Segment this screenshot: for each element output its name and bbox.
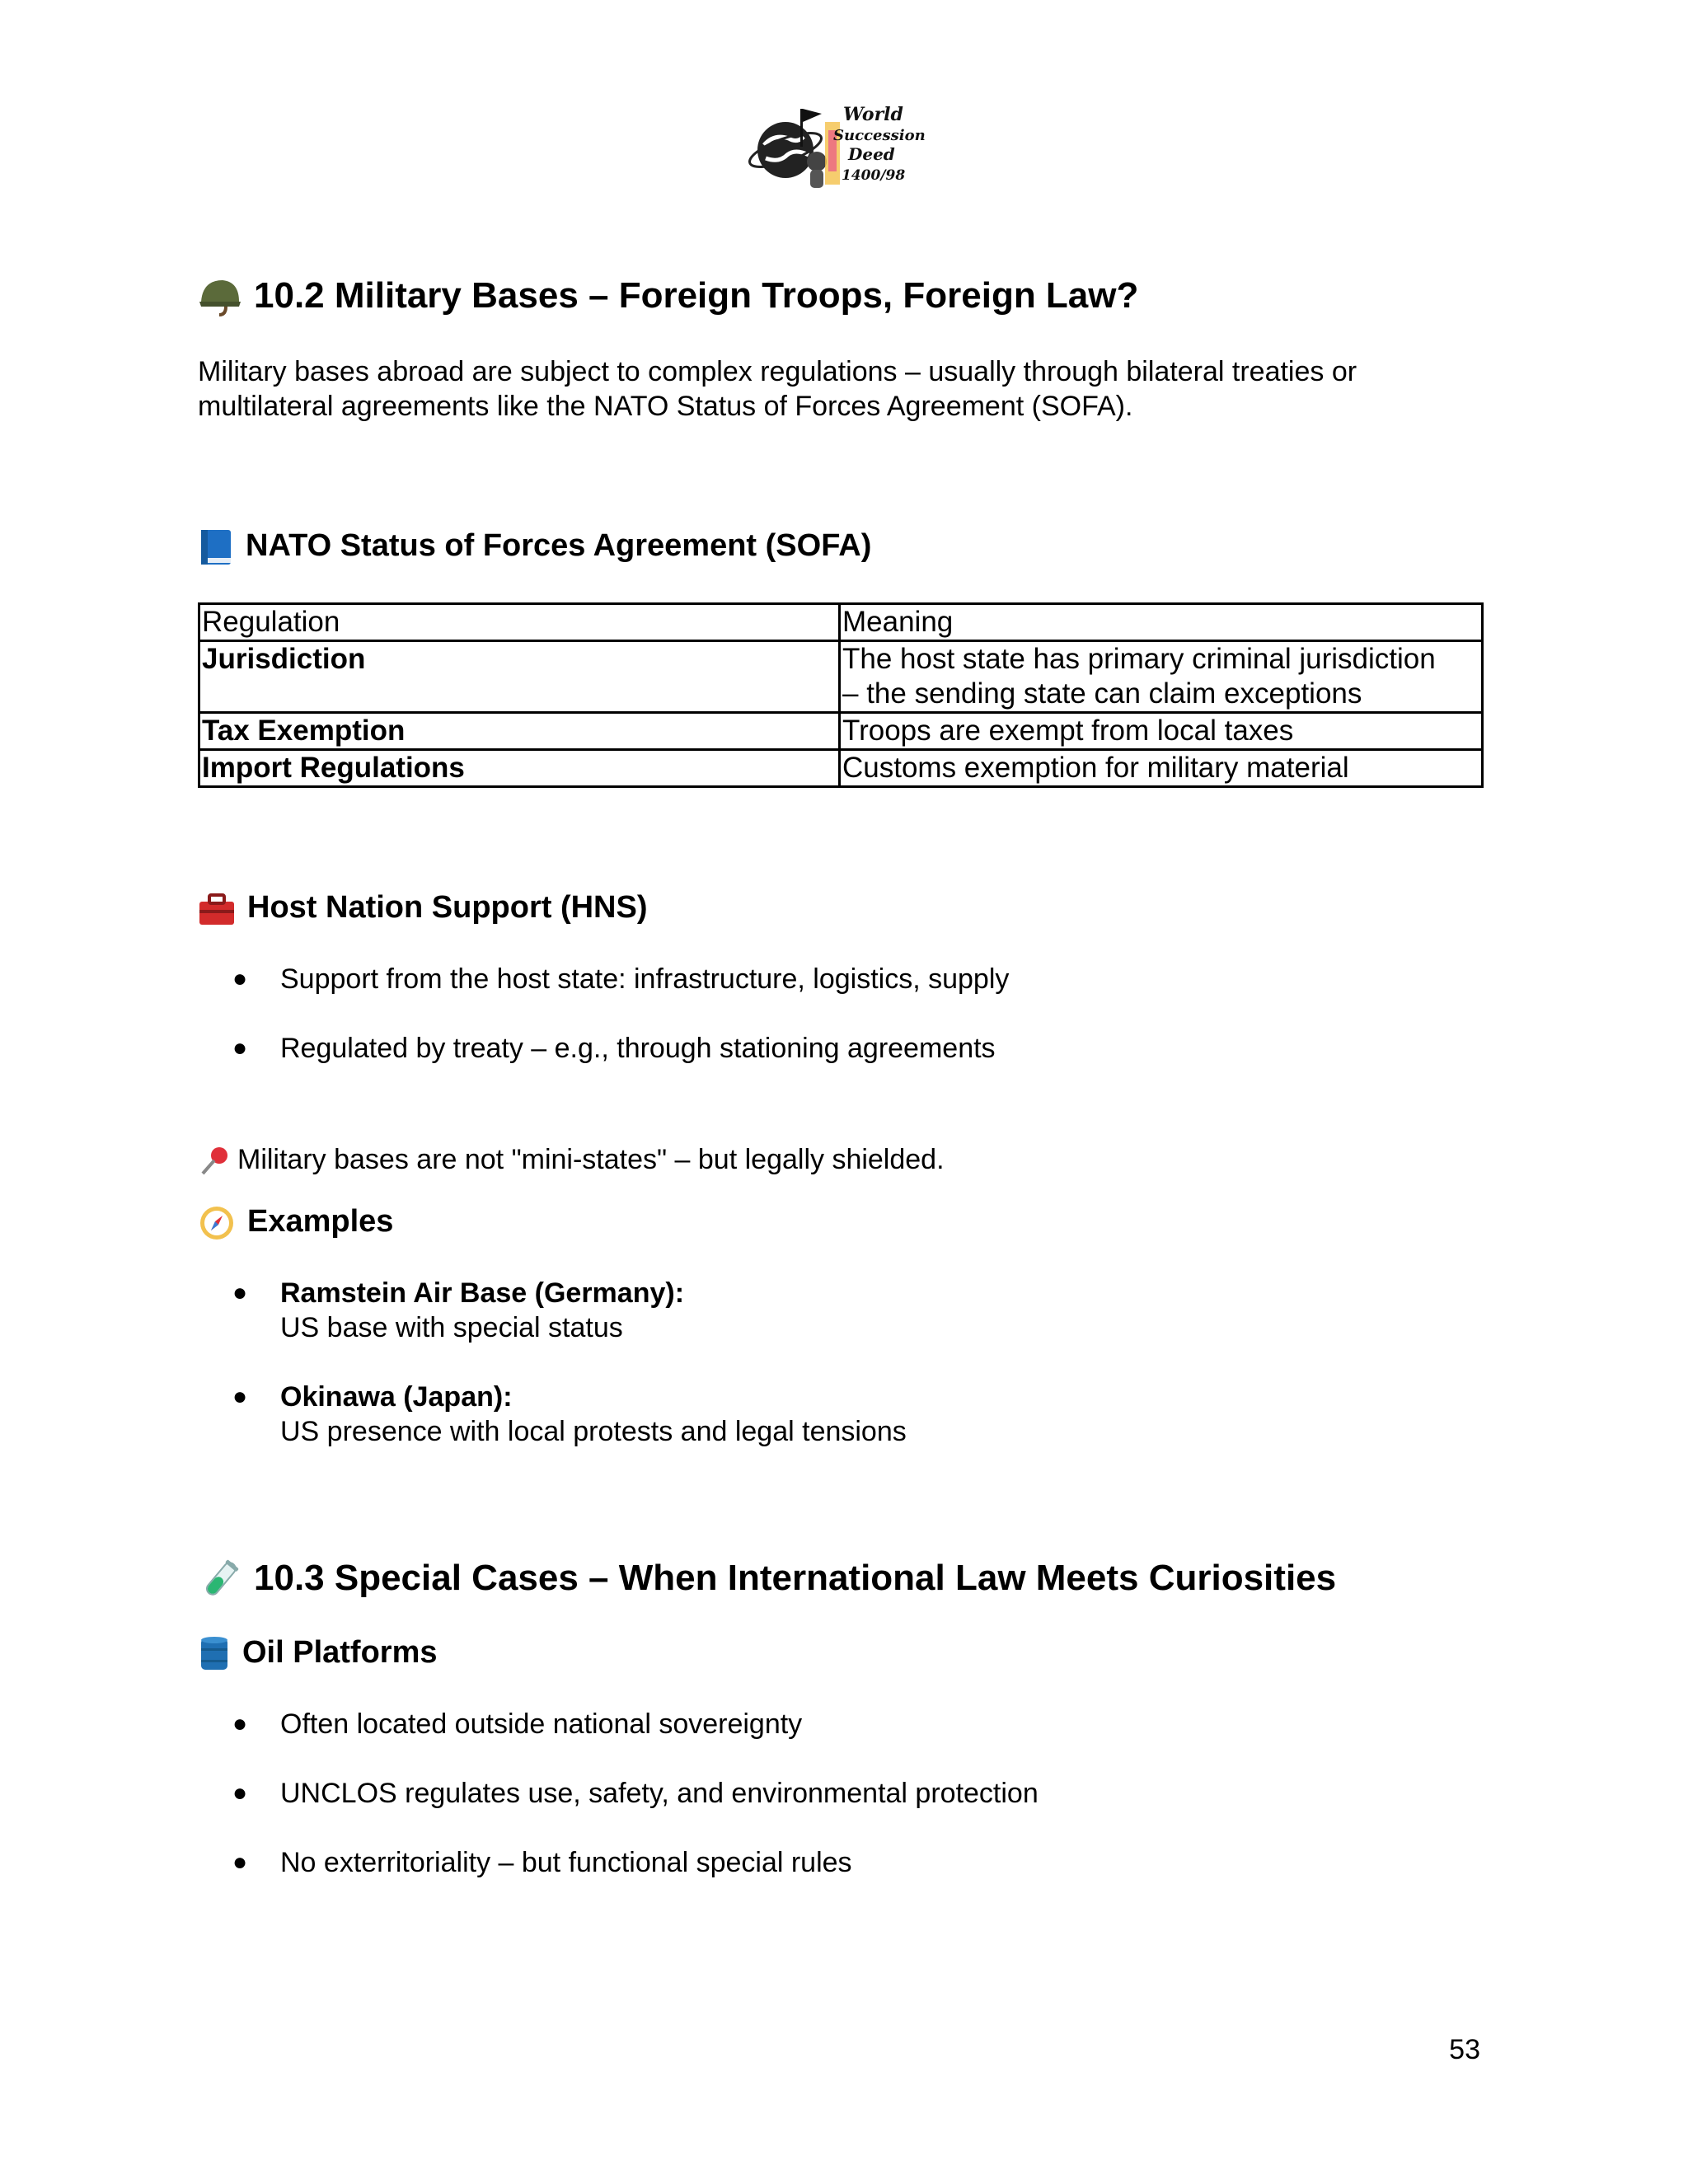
intro-line-1: Military bases abroad are subject to complex regulations – usually through bilateral treaties or <box>198 356 1357 387</box>
meaning-cell: Troops are exempt from local taxes <box>840 713 1483 750</box>
header-regulation: Regulation <box>199 604 840 641</box>
page-number: 53 <box>1449 2034 1480 2065</box>
list-item-text: No exterritoriality – but functional special rules <box>280 1847 852 1878</box>
bullet-dot: ● <box>232 1779 248 1807</box>
example-desc: US presence with local protests and legal tensions <box>280 1416 907 1447</box>
meaning-line: The host state has primary criminal jurisdiction <box>842 643 1436 675</box>
blue-book-icon <box>198 528 234 566</box>
example-title: Ramstein Air Base (Germany): <box>280 1277 685 1309</box>
table-row <box>199 713 1483 750</box>
regulation-cell: Import Regulations <box>199 750 840 787</box>
logo-text-world: World <box>843 104 903 125</box>
helmet-icon <box>198 277 242 318</box>
example-desc: US base with special status <box>280 1312 623 1343</box>
logo-text-succession: Succession <box>833 127 926 144</box>
regulation-cell: Tax Exemption <box>199 713 840 750</box>
header-meaning: Meaning <box>840 604 1483 641</box>
hns-heading <box>198 889 648 927</box>
bullet-dot: ● <box>232 1383 248 1410</box>
test-tube-icon <box>198 1558 242 1602</box>
bullet-dot: ● <box>232 965 248 992</box>
sofa-title: NATO Status of Forces Agreement (SOFA) <box>246 528 872 563</box>
legal-shield-note <box>198 1142 945 1179</box>
examples-heading <box>198 1203 393 1242</box>
section-10-2-title: 10.2 Military Bases – Foreign Troops, Foreign Law? <box>254 275 1139 316</box>
meaning-cell: Customs exemption for military material <box>840 750 1483 787</box>
bullet-dot: ● <box>232 1279 248 1306</box>
table-row <box>199 750 1483 787</box>
list-item-text: Regulated by treaty – e.g., through stationing agreements <box>280 1033 996 1064</box>
sofa-heading <box>198 527 871 566</box>
section-10-2-intro <box>198 354 1484 424</box>
intro-line-2: multilateral agreements like the NATO Status of Forces Agreement (SOFA). <box>198 391 1133 422</box>
bullet-dot: ● <box>232 1710 248 1737</box>
meaning-line: – the sending state can claim exceptions <box>842 677 1362 710</box>
oil-drum-icon <box>198 1635 231 1673</box>
note-text: Military bases are not "mini-states" – but legally shielded. <box>237 1144 945 1175</box>
compass-icon <box>198 1204 236 1242</box>
world-succession-deed-logo <box>746 97 931 194</box>
table-row <box>199 641 1483 713</box>
logo-text-year: 1400/98 <box>842 167 906 184</box>
section-10-3-heading <box>198 1557 1336 1602</box>
example-title: Okinawa (Japan): <box>280 1381 513 1413</box>
logo-text-deed: Deed <box>848 144 895 164</box>
toolbox-icon <box>198 892 236 926</box>
sofa-table <box>198 602 1484 788</box>
meaning-cell <box>840 641 1483 713</box>
section-10-2-heading <box>198 274 1138 318</box>
globe-astronaut-icon <box>746 97 931 194</box>
hns-title: Host Nation Support (HNS) <box>247 890 648 925</box>
pushpin-icon <box>198 1144 232 1179</box>
table-header-row <box>199 604 1483 641</box>
oil-platforms-heading <box>198 1634 438 1673</box>
bullet-dot: ● <box>232 1849 248 1876</box>
regulation-cell: Jurisdiction <box>199 641 840 713</box>
list-item-text: Often located outside national sovereignty <box>280 1708 803 1740</box>
examples-title: Examples <box>247 1204 394 1239</box>
list-item-text: UNCLOS regulates use, safety, and environmental protection <box>280 1778 1039 1809</box>
bullet-dot: ● <box>232 1034 248 1062</box>
section-10-3-title: 10.3 Special Cases – When International Law Meets Curiosities <box>254 1558 1337 1598</box>
list-item-text: Support from the host state: infrastructure, logistics, supply <box>280 963 1010 995</box>
oil-platforms-title: Oil Platforms <box>242 1635 438 1670</box>
